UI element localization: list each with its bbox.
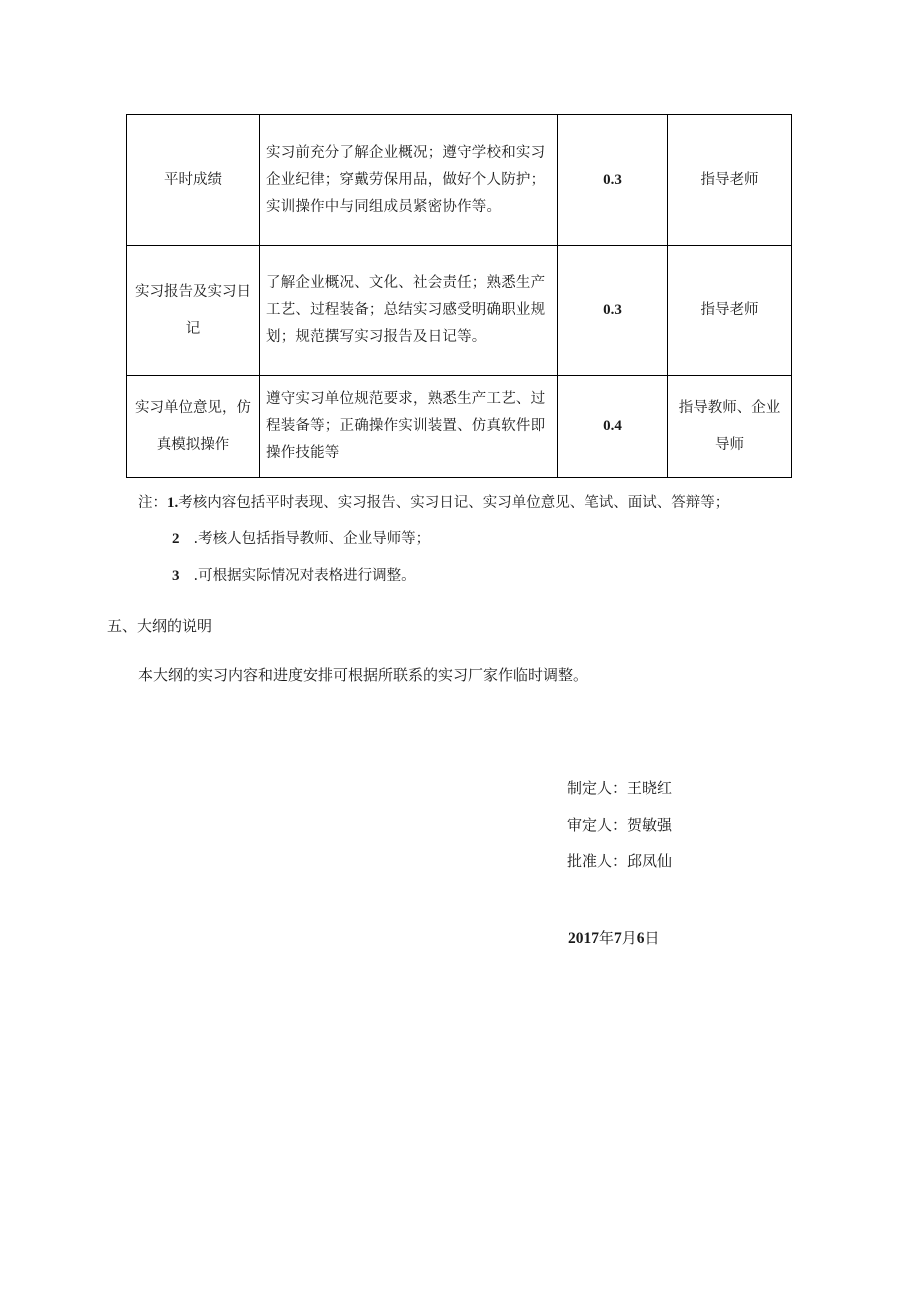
date-day-unit: 日 <box>644 929 660 947</box>
date-year-unit: 年 <box>599 929 615 947</box>
note-line-2 <box>172 529 430 549</box>
assessment-item-cell: 平时成绩 <box>127 115 260 246</box>
note-text-2: .考核人包括指导教师、企业导师等； <box>193 531 431 547</box>
note-number-1: 1. <box>167 495 179 511</box>
assessment-item-cell: 实习单位意见，仿真模拟操作 <box>127 376 260 478</box>
drafter-signature: 制定人：王晓红 <box>567 779 673 797</box>
document-date <box>568 928 660 949</box>
table-row <box>127 376 792 478</box>
assessment-weight-cell: 0.3 <box>558 115 668 246</box>
date-month-unit: 月 <box>621 929 637 947</box>
date-year: 2017 <box>568 930 599 947</box>
assessment-content-cell: 了解企业概况、文化、社会责任；熟悉生产工艺、过程装备；总结实习感受明确职业规划；规范撰写实习报告及日记等。 <box>260 246 558 376</box>
note-line-3 <box>172 566 416 586</box>
reviewer-signature: 审定人：贺敏强 <box>567 816 673 834</box>
note-number-2: 2 <box>172 531 180 547</box>
date-month: 7 <box>614 930 622 947</box>
note-text-3: .可根据实际情况对表格进行调整。 <box>193 568 416 584</box>
assessment-content-cell: 实习前充分了解企业概况；遵守学校和实习企业纪律；穿戴劳保用品，做好个人防护；实训操作中与同组成员紧密协作等。 <box>260 115 558 246</box>
approver-signature: 批准人：邱凤仙 <box>567 852 673 870</box>
section-heading: 五、大纲的说明 <box>107 617 213 635</box>
note-text-1: 考核内容包括平时表现、实习报告、实习日记、实习单位意见、笔试、面试、答辩等； <box>178 495 730 511</box>
assessment-evaluator-cell: 指导教师、企业导师 <box>668 376 792 478</box>
note-prefix: 注： <box>138 495 167 511</box>
table-row <box>127 115 792 246</box>
section-paragraph: 本大纲的实习内容和进度安排可根据所联系的实习厂家作临时调整。 <box>138 666 589 684</box>
assessment-evaluator-cell: 指导老师 <box>668 246 792 376</box>
note-number-3: 3 <box>172 568 180 584</box>
note-line-1 <box>138 493 729 513</box>
assessment-content-cell: 遵守实习单位规范要求，熟悉生产工艺、过程装备等；正确操作实训装置、仿真软件即操作技能等 <box>260 376 558 478</box>
assessment-evaluator-cell: 指导老师 <box>668 115 792 246</box>
assessment-item-cell: 实习报告及实习日记 <box>127 246 260 376</box>
assessment-table <box>126 114 792 478</box>
table-row <box>127 246 792 376</box>
date-day: 6 <box>636 930 645 947</box>
assessment-weight-cell: 0.4 <box>558 376 668 478</box>
assessment-weight-cell: 0.3 <box>558 246 668 376</box>
